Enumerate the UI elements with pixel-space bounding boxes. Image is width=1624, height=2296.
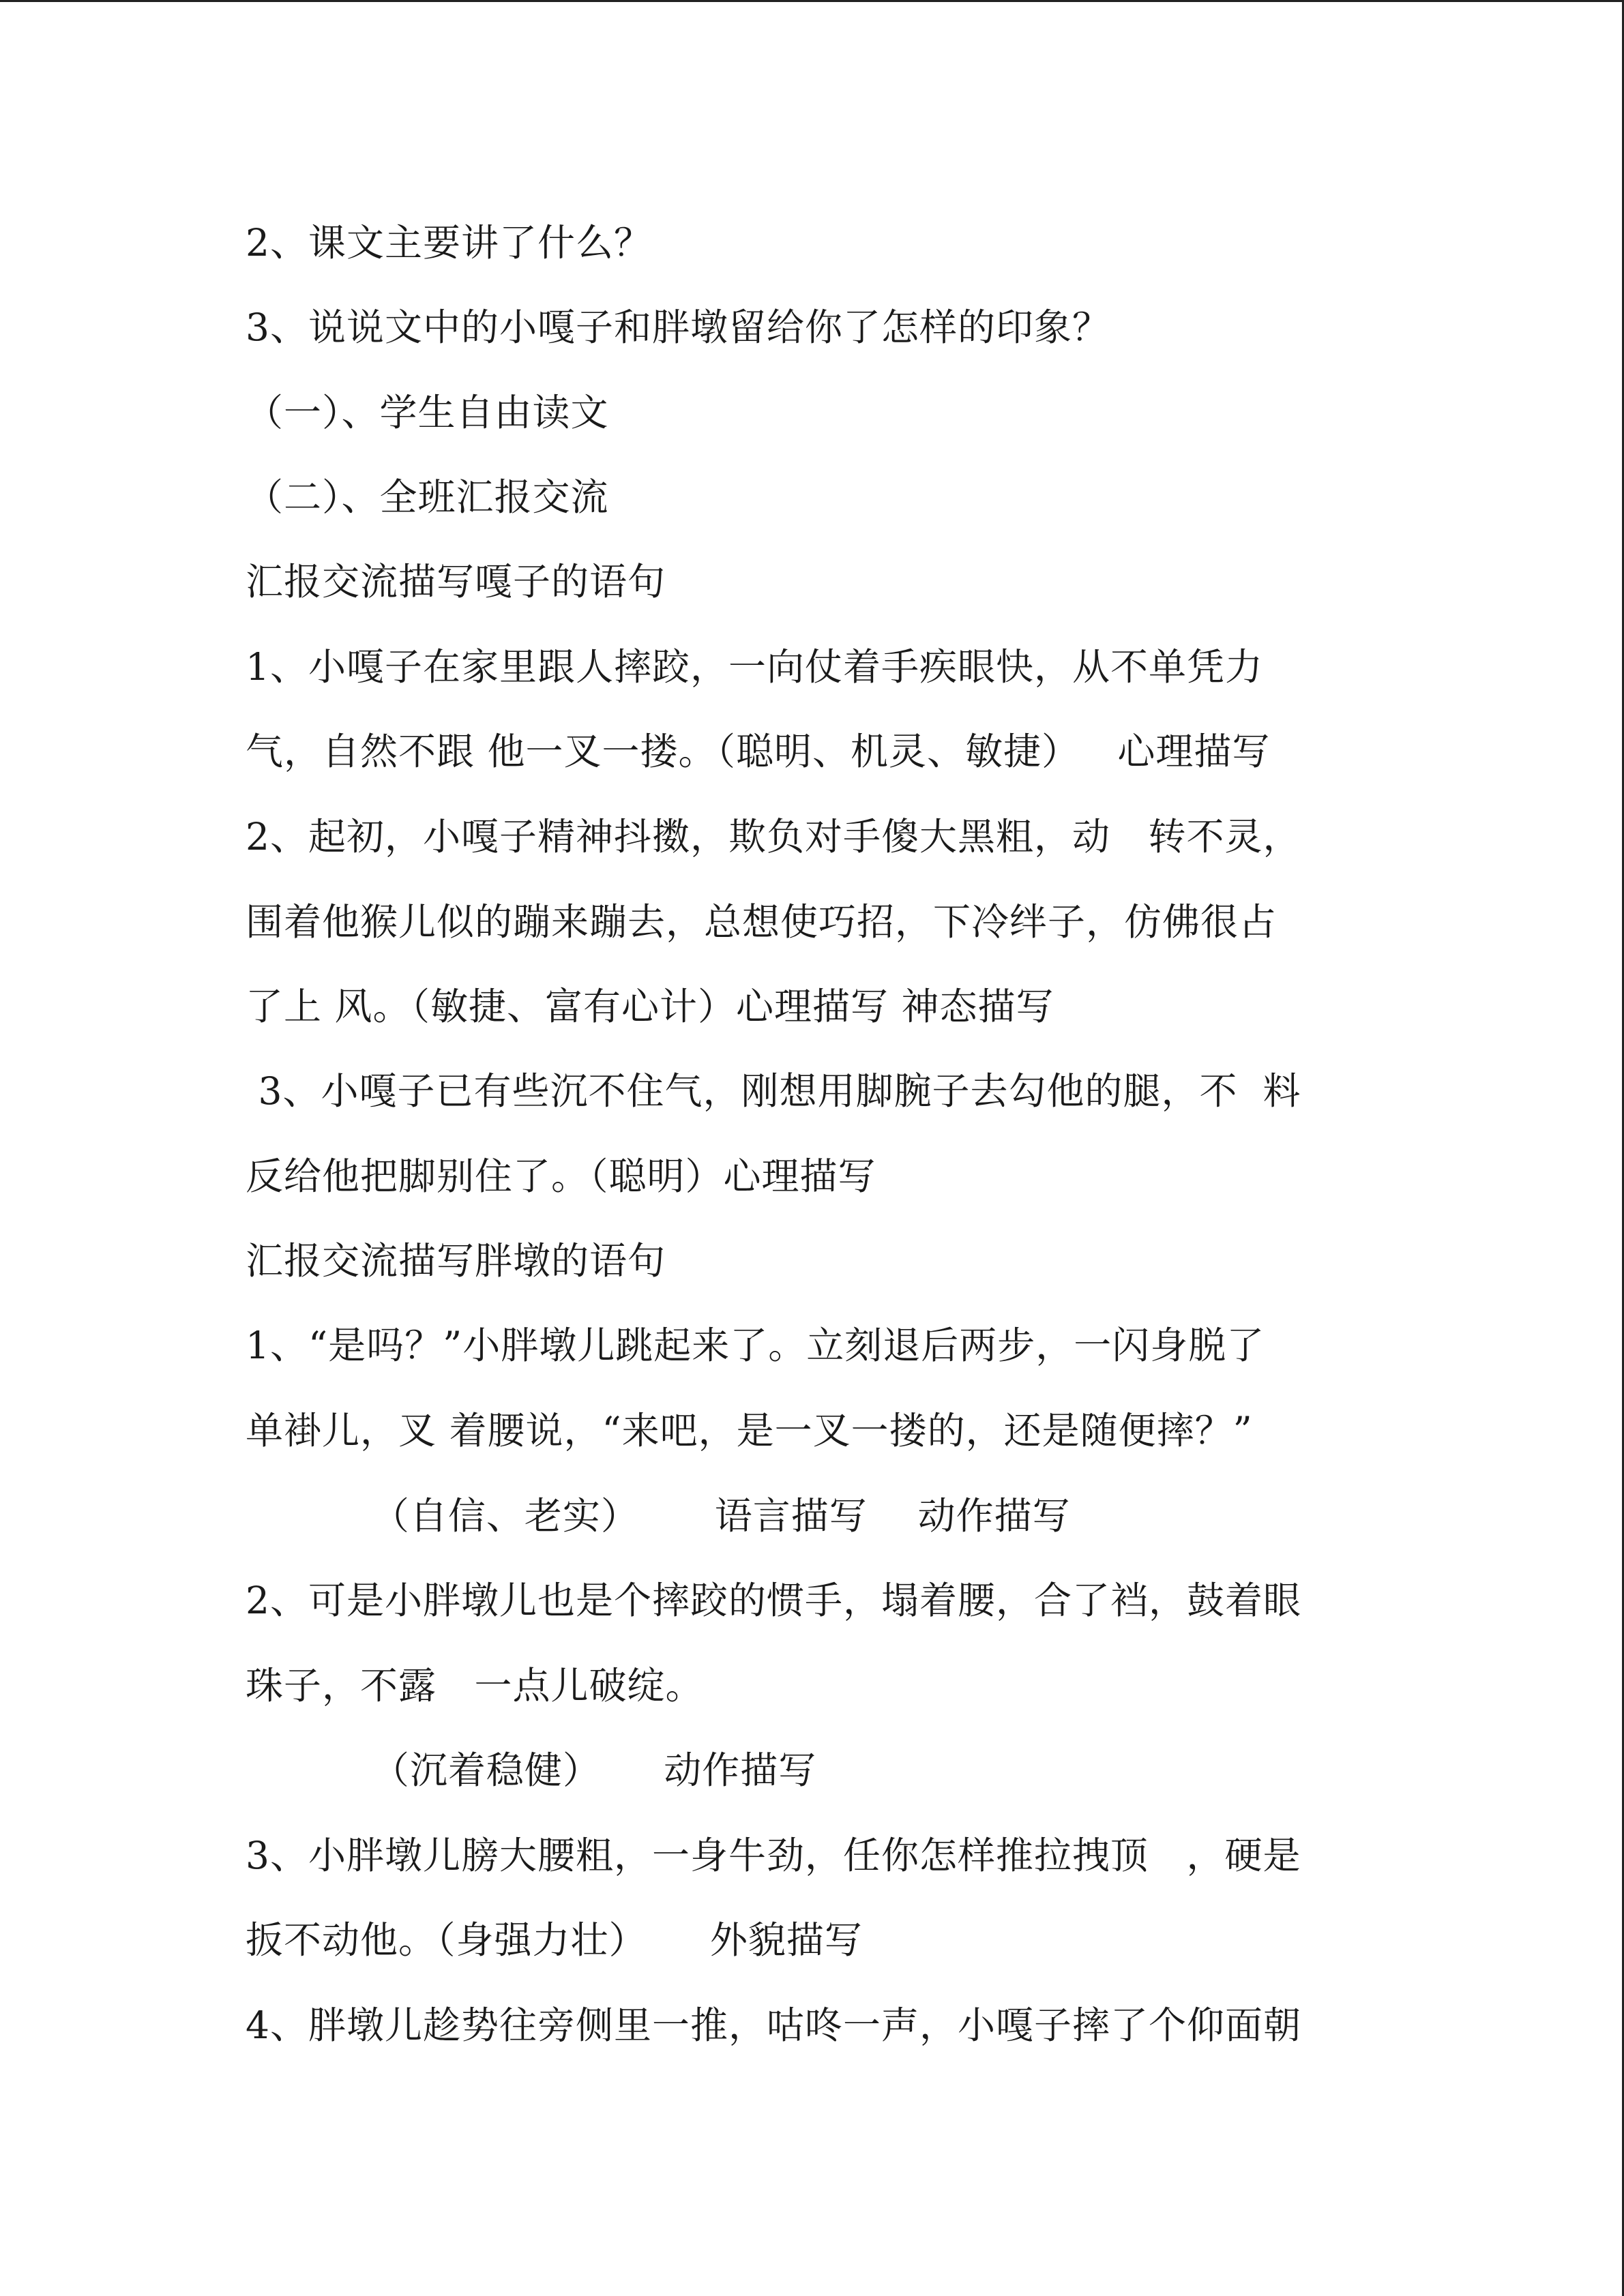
text-line: 3、说说文中的小嘎子和胖墩留给你了怎样的印象？ bbox=[246, 305, 1110, 349]
text-line: （一）、学生自由读文 bbox=[246, 391, 609, 434]
text-line: 1、小嘎子在家里跟人摔跤，一向仗着手疾眼快，从不单凭力 bbox=[246, 645, 1263, 689]
text-line: 汇报交流描写胖墩的语句 bbox=[246, 1239, 666, 1283]
text-line: 汇报交流描写嘎子的语句 bbox=[246, 560, 666, 603]
text-line: 反给他把脚别住了。（聪明）心理描写 bbox=[246, 1154, 876, 1198]
text-line: 2、起初，小嘎子精神抖擞，欺负对手傻大黑粗，动 转不灵， bbox=[246, 815, 1301, 859]
text-line: 气，自然不跟 他一叉一搂。（聪明、机灵、敏捷） 心理描写 bbox=[246, 730, 1271, 773]
text-line: 4、胖墩儿趁势往旁侧里一推，咕咚一声，小嘎子摔了个仰面朝 bbox=[246, 2003, 1301, 2047]
text-line: 3、小胖墩儿膀大腰粗，一身牛劲，任你怎样推拉拽顶 ，硬是 bbox=[246, 1834, 1301, 1877]
text-line: 了上 风。（敏捷、富有心计）心理描写 神态描写 bbox=[246, 985, 1054, 1028]
text-line: 2、课文主要讲了什么？ bbox=[246, 221, 652, 265]
text-line: 单褂儿，叉 着腰说，“来吧，是一叉一搂的，还是随便摔？” bbox=[246, 1409, 1253, 1452]
text-line: 扳不动他。（身强力壮） 外貌描写 bbox=[246, 1918, 863, 1962]
text-line: 1、“是吗？”小胖墩儿跳起来了。立刻退后两步，一闪身脱了 bbox=[246, 1324, 1265, 1367]
text-line: （自信、老实） 语言描写 动作描写 bbox=[246, 1494, 1071, 1538]
text-line: 2、可是小胖墩儿也是个摔跤的惯手，塌着腰，合了裆，鼓着眼 bbox=[246, 1579, 1301, 1622]
text-line: （沉着稳健） 动作描写 bbox=[246, 1748, 817, 1792]
text-line: 3、小嘎子已有些沉不住气，刚想用脚腕子去勾他的腿，不 料 bbox=[246, 1069, 1301, 1113]
text-line: （二）、全班汇报交流 bbox=[246, 475, 609, 519]
text-line: 珠子，不露 一点儿破绽。 bbox=[246, 1664, 704, 1708]
text-line: 围着他猴儿似的蹦来蹦去，总想使巧招，下冷绊子，仿佛很占 bbox=[246, 900, 1278, 944]
